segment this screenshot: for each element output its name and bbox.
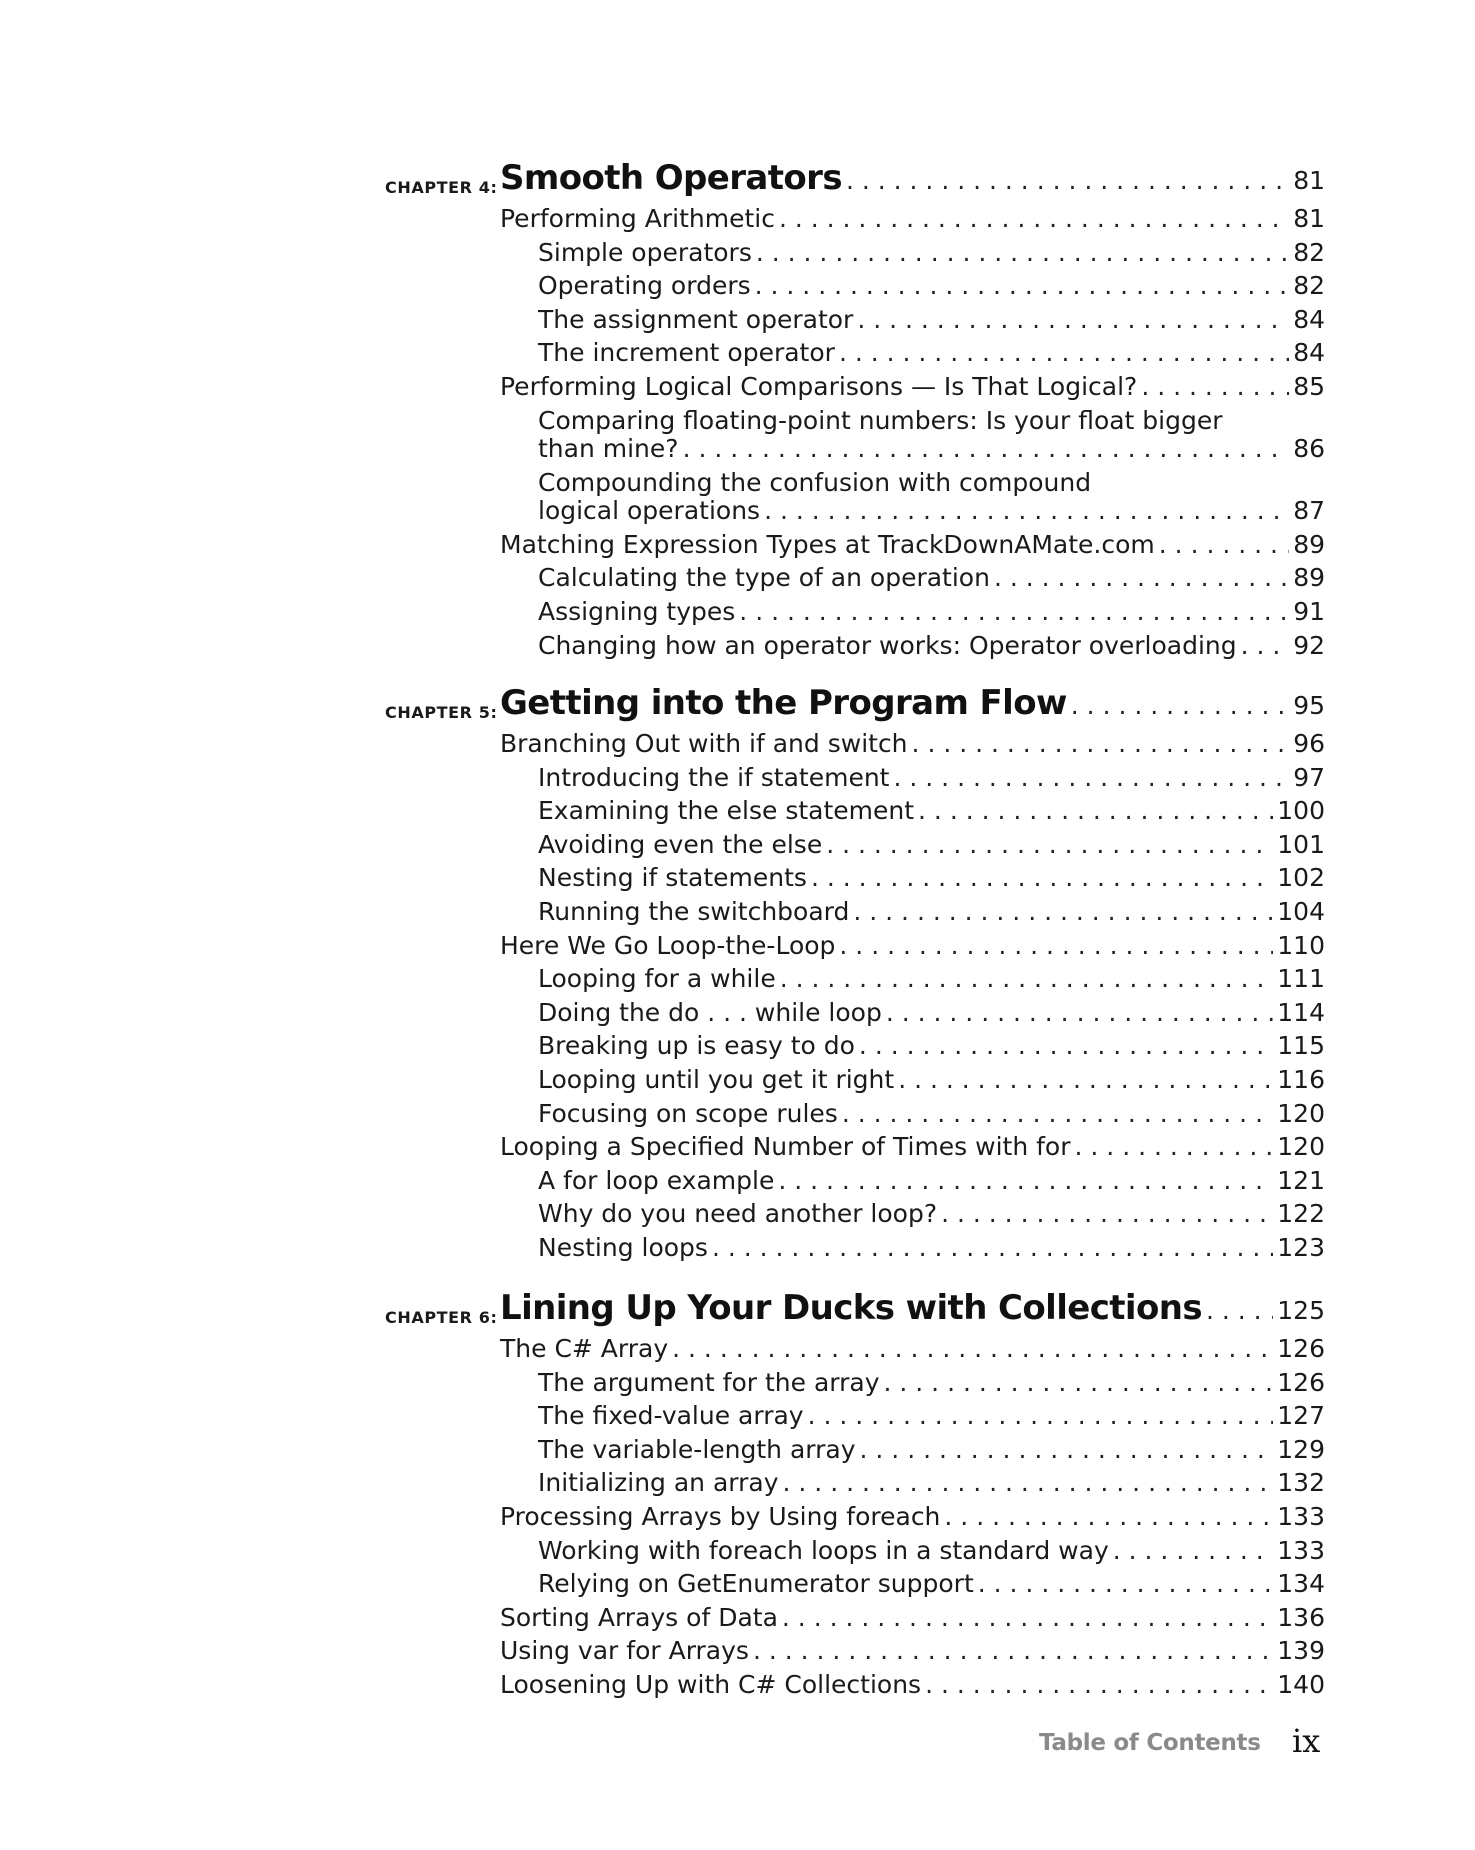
dot-leader [839, 338, 1289, 367]
entry-title: Using var for Arrays [500, 1636, 749, 1666]
toc-subsection-entry[interactable] [538, 1233, 1325, 1262]
entry-page-number: 140 [1277, 1670, 1325, 1699]
entry-page-number: 82 [1293, 237, 1325, 267]
toc-subsection-entry[interactable] [538, 863, 1325, 892]
entry-page-number: 133 [1277, 1502, 1325, 1531]
chapter-label: CHAPTER 6: [385, 1308, 498, 1327]
chapter-title-line [500, 1288, 1325, 1328]
entry-title-first-line: Comparing floating-point numbers: Is your float bigger [538, 405, 1223, 435]
entry-title: The increment operator [538, 338, 835, 368]
entry-title: Calculating the type of an operation [538, 563, 990, 593]
dot-leader [1075, 1132, 1274, 1161]
dot-leader [898, 1065, 1273, 1094]
entry-title: than mine? [538, 434, 679, 464]
entry-page-number: 86 [1293, 434, 1325, 464]
entry-page-number: 129 [1277, 1434, 1325, 1464]
toc-subsection-entry[interactable] [538, 1099, 1325, 1128]
toc-section-entry[interactable] [500, 1502, 1325, 1531]
dot-leader [783, 1468, 1274, 1497]
dot-leader [1206, 1296, 1273, 1325]
toc-section-entry[interactable] [500, 1636, 1325, 1665]
entry-page-number: 114 [1277, 997, 1325, 1027]
dot-leader [842, 1099, 1273, 1128]
toc-subsection-entry[interactable] [538, 1031, 1325, 1060]
entry-title: Doing the do . . . while loop [538, 997, 882, 1027]
entry-page-number: 126 [1277, 1367, 1325, 1397]
toc-subsection-entry[interactable] [538, 1065, 1325, 1094]
entry-page-number: 136 [1277, 1602, 1325, 1632]
dot-leader [1241, 631, 1290, 660]
toc-section-entry[interactable] [500, 204, 1325, 233]
dot-leader [779, 204, 1289, 233]
entry-page-number: 110 [1277, 930, 1325, 960]
entry-page-number: 91 [1293, 597, 1325, 626]
entry-page-number: 85 [1293, 372, 1325, 401]
toc-subsection-entry[interactable] [538, 1435, 1325, 1464]
entry-page-number: 104 [1277, 897, 1325, 926]
entry-page-number: 122 [1277, 1199, 1325, 1229]
entry-title: Performing Logical Comparisons — Is That Logical? [500, 372, 1138, 401]
entry-page-number: 81 [1293, 204, 1325, 233]
chapter-title: Smooth Operators [500, 158, 842, 198]
entry-title: Avoiding even the else [538, 829, 823, 859]
toc-section-entry[interactable] [500, 931, 1325, 960]
entry-page-number: 82 [1293, 271, 1325, 301]
entry-page-number: 111 [1277, 964, 1325, 994]
entry-title: Breaking up is easy to do [538, 1031, 855, 1061]
entry-page-number: 100 [1277, 796, 1325, 826]
dot-leader [884, 1368, 1274, 1397]
entry-title: Examining the else statement [538, 796, 915, 826]
toc-subsection-entry[interactable] [538, 830, 1325, 859]
entry-title: A for loop example [538, 1165, 775, 1195]
dot-leader [672, 1334, 1273, 1363]
running-footer-label: Table of Contents [1039, 1730, 1261, 1756]
dot-leader [941, 1199, 1273, 1228]
toc-subsection-entry[interactable] [538, 563, 1325, 592]
dot-leader [894, 763, 1290, 792]
dot-leader [712, 1233, 1273, 1262]
toc-subsection-entry[interactable] [538, 496, 1325, 525]
toc-subsection-entry[interactable] [538, 998, 1325, 1027]
entry-page-number: 92 [1293, 630, 1325, 660]
chapter-title-line [500, 158, 1325, 198]
dot-leader [853, 897, 1273, 926]
entry-page-number: 133 [1277, 1535, 1325, 1565]
entry-page-number: 121 [1277, 1165, 1325, 1195]
entry-page-number: 89 [1293, 563, 1325, 593]
entry-page-number: 97 [1293, 762, 1325, 792]
toc-section-entry[interactable] [500, 530, 1325, 559]
entry-page-number: 132 [1277, 1468, 1325, 1498]
toc-subsection-entry[interactable] [538, 796, 1325, 825]
chapter-page-number: 81 [1293, 166, 1325, 195]
toc-subsection-entry[interactable] [538, 1368, 1325, 1397]
toc-section-entry[interactable] [500, 1132, 1325, 1161]
dot-leader [753, 1636, 1273, 1665]
entry-page-number: 87 [1293, 496, 1325, 526]
entry-title: logical operations [538, 496, 761, 526]
dot-leader [782, 1603, 1273, 1632]
dot-leader [994, 563, 1289, 592]
entry-title-first-line: Compounding the confusion with compound [538, 467, 1092, 497]
toc-subsection-entry[interactable] [538, 897, 1325, 926]
entry-title: Processing Arrays by Using foreach [500, 1502, 941, 1531]
dot-leader [1141, 372, 1289, 401]
dot-leader [778, 1166, 1273, 1195]
dot-leader [886, 998, 1273, 1027]
entry-title: Nesting if statements [538, 863, 807, 893]
toc-subsection-entry[interactable] [538, 631, 1325, 660]
entry-title: Nesting loops [538, 1233, 708, 1262]
toc-subsection-entry[interactable] [538, 271, 1325, 300]
dot-leader [808, 1401, 1274, 1430]
dot-leader [756, 238, 1289, 267]
entry-page-number: 116 [1277, 1065, 1325, 1094]
entry-title: Introducing the if statement [538, 762, 890, 792]
entry-title: Initializing an array [538, 1468, 779, 1498]
toc-subsection-entry[interactable] [538, 238, 1325, 267]
dot-leader [780, 964, 1274, 993]
dot-leader [764, 496, 1289, 525]
entry-page-number: 126 [1277, 1334, 1325, 1363]
dot-leader [826, 830, 1273, 859]
toc-subsection-entry[interactable] [538, 305, 1325, 334]
dot-leader [925, 1670, 1273, 1699]
entry-title: Working with foreach loops in a standard way [538, 1535, 1109, 1565]
entry-page-number: 84 [1293, 338, 1325, 368]
dot-leader [755, 271, 1290, 300]
entry-title: Changing how an operator works: Operator overloading [538, 630, 1237, 660]
dot-leader [860, 1435, 1274, 1464]
dot-leader [912, 729, 1290, 758]
entry-title: Matching Expression Types at TrackDownAMate.com [500, 529, 1155, 559]
toc-section-entry[interactable] [500, 729, 1325, 758]
entry-page-number: 123 [1277, 1233, 1325, 1262]
entry-title: Branching Out with if and switch [500, 729, 908, 758]
page-number: ix [1292, 1722, 1321, 1760]
chapter-page-number: 125 [1277, 1296, 1325, 1325]
entry-title: Relying on GetEnumerator support [538, 1569, 974, 1599]
toc-section-entry[interactable] [500, 1603, 1325, 1632]
dot-leader [683, 434, 1290, 463]
dot-leader [859, 1031, 1273, 1060]
entry-title: Loosening Up with C# Collections [500, 1670, 922, 1699]
dot-leader [918, 796, 1273, 825]
chapter-page-number: 95 [1293, 691, 1325, 720]
toc-section-entry[interactable] [500, 1670, 1325, 1699]
entry-title: The argument for the array [538, 1367, 880, 1397]
entry-page-number: 139 [1277, 1636, 1325, 1666]
entry-page-number: 127 [1277, 1401, 1325, 1431]
dot-leader [1071, 691, 1289, 720]
toc-subsection-entry[interactable] [538, 1569, 1325, 1598]
chapter-label: CHAPTER 4: [385, 178, 498, 197]
entry-title: The C# Array [500, 1334, 669, 1363]
entry-title: Performing Arithmetic [500, 204, 775, 233]
dot-leader [846, 166, 1289, 195]
toc-subsection-entry[interactable] [538, 1468, 1325, 1497]
entry-title: Looping for a while [538, 964, 776, 994]
toc-subsection-entry[interactable] [538, 1536, 1325, 1565]
entry-title: Simple operators [538, 237, 752, 267]
entry-title: The fixed-value array [538, 1401, 804, 1431]
entry-title: The variable-length array [538, 1434, 856, 1464]
entry-page-number: 102 [1277, 863, 1325, 893]
toc-subsection-entry[interactable] [538, 597, 1325, 626]
entry-page-number: 120 [1277, 1132, 1325, 1162]
chapter-title-line [500, 683, 1325, 723]
dot-leader [978, 1569, 1274, 1598]
entry-title: Running the switchboard [538, 897, 850, 926]
toc-subsection-entry[interactable] [538, 763, 1325, 792]
toc-section-entry[interactable] [500, 1334, 1325, 1363]
dot-leader [811, 863, 1273, 892]
entry-title: Operating orders [538, 271, 751, 301]
entry-page-number: 84 [1293, 304, 1325, 334]
entry-page-number: 134 [1277, 1569, 1325, 1599]
toc-subsection-entry[interactable] [538, 1199, 1325, 1228]
dot-leader [1113, 1536, 1274, 1565]
entry-title: Sorting Arrays of Data [500, 1602, 778, 1632]
entry-title: The assignment operator [538, 304, 854, 334]
dot-leader [839, 931, 1273, 960]
toc-subsection-entry[interactable] [538, 434, 1325, 463]
entry-title: Looping a Specified Number of Times with for [500, 1132, 1071, 1162]
chapter-label: CHAPTER 5: [385, 703, 498, 722]
toc-subsection-entry[interactable] [538, 1401, 1325, 1430]
toc-section-entry[interactable] [500, 372, 1325, 401]
entry-title: Looping until you get it right [538, 1065, 895, 1094]
toc-subsection-entry[interactable] [538, 338, 1325, 367]
toc-subsection-entry[interactable] [538, 964, 1325, 993]
entry-title: Here We Go Loop-the-Loop [500, 930, 836, 960]
toc-subsection-entry[interactable] [538, 1166, 1325, 1195]
entry-title: Why do you need another loop? [538, 1199, 938, 1229]
entry-page-number: 120 [1277, 1098, 1325, 1128]
dot-leader [1159, 530, 1289, 559]
chapter-title: Lining Up Your Ducks with Collections [500, 1288, 1202, 1328]
entry-page-number: 96 [1293, 729, 1325, 758]
dot-leader [857, 305, 1289, 334]
chapter-title: Getting into the Program Flow [500, 683, 1067, 723]
entry-page-number: 115 [1277, 1031, 1325, 1061]
entry-title: Focusing on scope rules [538, 1098, 838, 1128]
dot-leader [739, 597, 1289, 626]
entry-title: Assigning types [538, 597, 736, 626]
dot-leader [944, 1502, 1273, 1531]
entry-page-number: 101 [1277, 829, 1325, 859]
entry-page-number: 89 [1293, 529, 1325, 559]
